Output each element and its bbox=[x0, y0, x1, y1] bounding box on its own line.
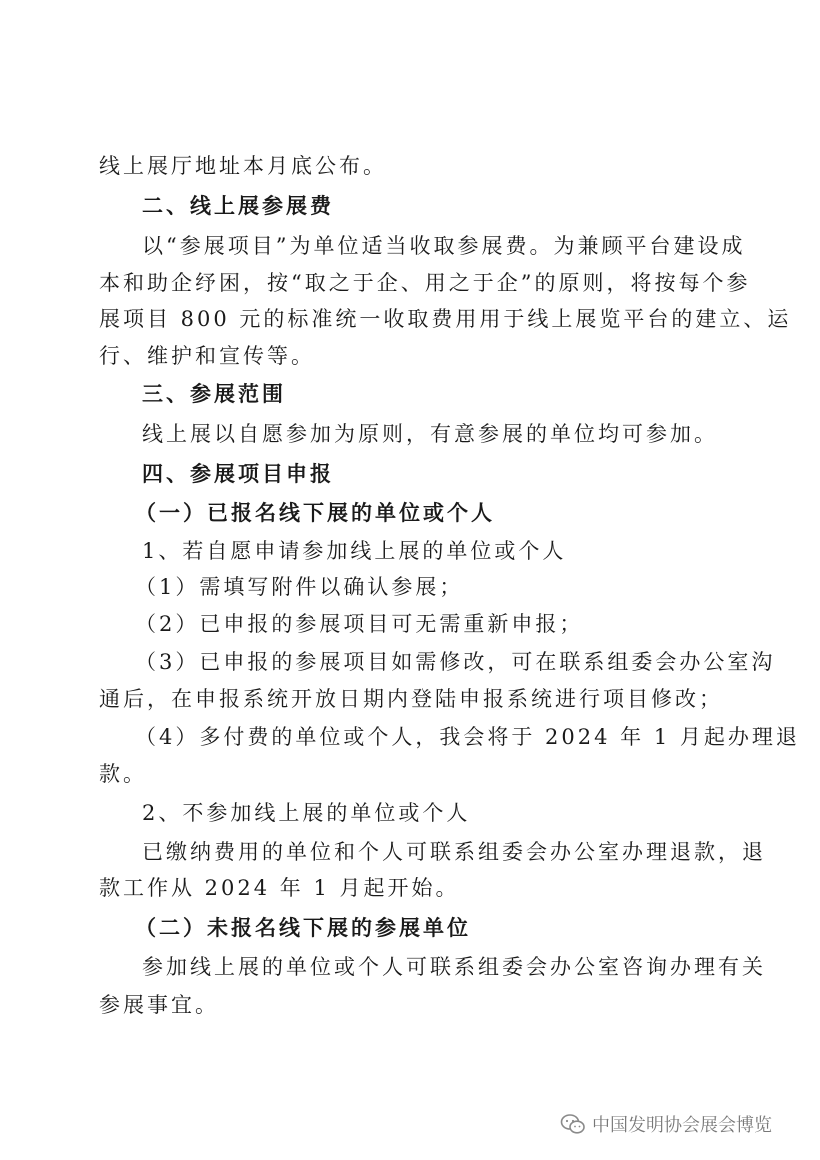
paragraph-line: 1、若自愿申请参加线上展的单位或个人 bbox=[142, 539, 567, 563]
list-item: （2）已申报的参展项目可无需重新申报； bbox=[135, 612, 584, 636]
paragraph-line: 2、不参加线上展的单位或个人 bbox=[142, 801, 471, 825]
paragraph-line: 通后，在申报系统开放日期内登陆申报系统进行项目修改； bbox=[99, 687, 723, 711]
section-heading: 三、参展范围 bbox=[142, 382, 286, 406]
watermark-text: 中国发明协会展会博览 bbox=[592, 1115, 772, 1136]
paragraph-line: 款。 bbox=[99, 762, 147, 786]
paragraph-line: 行、维护和宣传等。 bbox=[99, 344, 315, 368]
list-item: （1）需填写附件以确认参展； bbox=[135, 575, 464, 599]
wechat-icon bbox=[560, 1113, 586, 1135]
section-heading: 二、线上展参展费 bbox=[142, 194, 334, 218]
list-item: （3）已申报的参展项目如需修改，可在联系组委会办公室沟 bbox=[135, 650, 776, 674]
paragraph-line: 线上展以自愿参加为原则，有意参展的单位均可参加。 bbox=[142, 422, 718, 446]
paragraph-line: 线上展厅地址本月底公布。 bbox=[99, 154, 387, 178]
paragraph-line: 参展事宜。 bbox=[99, 993, 219, 1017]
list-item: （4）多付费的单位或个人，我会将于 2024 年 1 月起办理退 bbox=[135, 725, 800, 749]
paragraph-line: 本和助企纾困，按“取之于企、用之于企”的原则，将按每个参 bbox=[99, 271, 751, 295]
paragraph-line: 展项目 800 元的标准统一收取费用用于线上展览平台的建立、运 bbox=[99, 307, 792, 331]
subsection-heading: （二）未报名线下展的参展单位 bbox=[135, 916, 471, 940]
subsection-heading: （一）已报名线下展的单位或个人 bbox=[135, 501, 495, 525]
section-heading: 四、参展项目申报 bbox=[142, 462, 334, 486]
watermark bbox=[560, 1111, 772, 1137]
paragraph-line: 款工作从 2024 年 1 月起开始。 bbox=[99, 876, 460, 900]
paragraph-line: 已缴纳费用的单位和个人可联系组委会办公室办理退款，退 bbox=[142, 840, 766, 864]
paragraph-line: 参加线上展的单位或个人可联系组委会办公室咨询办理有关 bbox=[142, 955, 766, 979]
paragraph-line: 以“参展项目”为单位适当收取参展费。为兼顾平台建设成 bbox=[142, 234, 746, 258]
